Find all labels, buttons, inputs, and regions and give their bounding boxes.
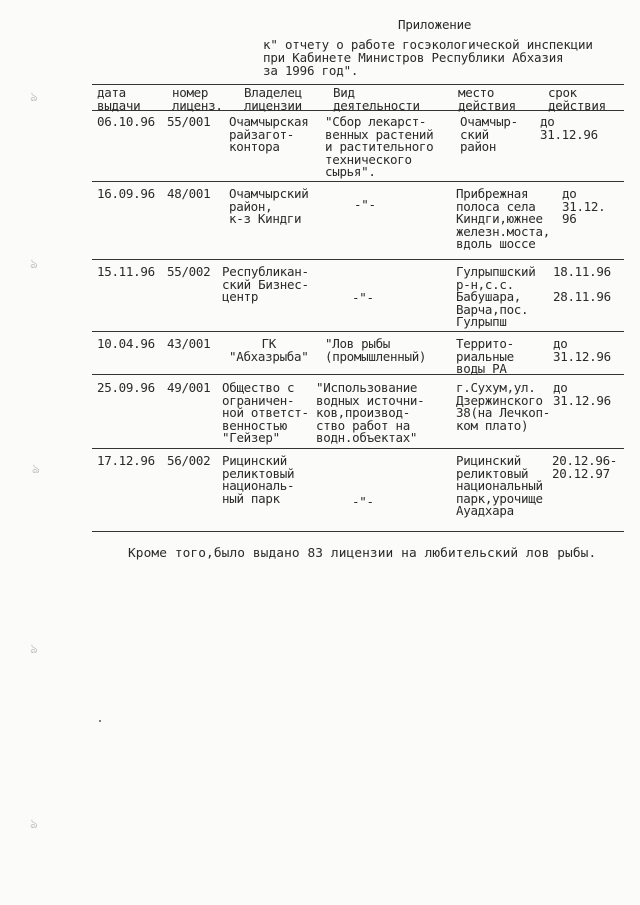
- cell-date: 10.04.96: [97, 336, 155, 351]
- cell-owner: Рицинский реликтовый националь- ный парк: [222, 453, 295, 506]
- cell-place: Рицинский реликтовый национальный парк,урочище Ауадхара: [456, 453, 543, 519]
- cell-date: 15.11.96: [97, 264, 155, 279]
- scan-smudge: ঌ: [30, 642, 38, 657]
- table-bottom-rule: [92, 531, 624, 532]
- cell-activity: "Лов рыбы (промышленный): [325, 336, 427, 364]
- cell-term: до 31.12.96: [553, 380, 611, 408]
- report-subtitle-line-1: к" отчету о работе госэкологической инспекции: [263, 37, 593, 52]
- cell-date: 25.09.96: [97, 380, 155, 395]
- cell-number: 49/001: [167, 380, 211, 395]
- column-header-term: срок действия: [548, 85, 606, 113]
- report-subtitle-line-3: за 1996 год".: [263, 63, 359, 78]
- cell-owner: Республикан- ский Бизнес- центр: [222, 264, 309, 305]
- cell-date: 06.10.96: [97, 114, 155, 129]
- cell-term: 18.11.96 28.11.96: [553, 264, 611, 305]
- cell-term: до 31.12.96: [553, 336, 611, 364]
- cell-place: Прибрежная полоса села Киндги,южнее железн.моста, вдоль шоссе: [456, 186, 550, 252]
- scan-smudge: ঌ: [32, 462, 40, 477]
- scan-smudge: ঌ: [30, 817, 38, 832]
- row-divider: [92, 181, 624, 182]
- footer-note: Кроме того,было выдано 83 лицензии на любительский лов рыбы.: [128, 546, 597, 561]
- cell-number: 48/001: [167, 186, 211, 201]
- scan-smudge: ঌ: [30, 90, 38, 105]
- cell-place: Очамчыр- ский район: [460, 114, 518, 155]
- report-subtitle-line-2: при Кабинете Министров Республики Абхазия: [263, 50, 564, 65]
- cell-place: Гулрыпшский р-н,с.с. Бабушара, Варча,пос. Гулрыпш: [456, 264, 536, 330]
- cell-number: 43/001: [167, 336, 211, 351]
- row-divider: [92, 331, 624, 332]
- cell-activity: -"-: [354, 197, 376, 212]
- cell-activity: "Использование водных источни- ков,производ- ство работ на водн.объектах": [316, 380, 425, 446]
- table-header-rule: [92, 110, 624, 111]
- scan-speck: [99, 720, 101, 722]
- column-header-date: дата выдачи: [97, 85, 141, 113]
- cell-date: 16.09.96: [97, 186, 155, 201]
- scan-smudge: ঌ: [30, 257, 38, 272]
- column-header-place: место действия: [458, 85, 516, 113]
- cell-term: 20.12.96- 20.12.97: [552, 453, 618, 481]
- row-divider: [92, 259, 624, 260]
- column-header-activity: Вид деятельности: [333, 85, 420, 113]
- cell-activity: "Сбор лекарст- венных растений и растительного технического сырья".: [325, 114, 434, 180]
- cell-place: Террито- риальные воды РА: [456, 336, 514, 377]
- appendix-title: Приложение: [398, 17, 472, 32]
- cell-number: 56/002: [167, 453, 211, 468]
- cell-term: до 31.12. 96: [562, 186, 606, 227]
- cell-number: 55/001: [167, 114, 211, 129]
- cell-owner: Общество с ограничен- ной ответст- венностью "Гейзер": [222, 380, 309, 446]
- column-header-owner: Владелец лицензии: [244, 85, 302, 113]
- cell-place: г.Сухум,ул. Дзержинского 38(на Лечкоп- ком плато): [456, 380, 550, 433]
- cell-number: 55/002: [167, 264, 211, 279]
- row-divider: [92, 374, 624, 375]
- cell-activity: -"-: [352, 494, 374, 509]
- cell-term: до 31.12.96: [540, 114, 598, 142]
- cell-activity: -"-: [352, 290, 374, 305]
- cell-owner: ГК "Абхазрыба": [229, 336, 309, 364]
- column-header-number: номер лиценз.: [172, 85, 223, 113]
- row-divider: [92, 448, 624, 449]
- cell-date: 17.12.96: [97, 453, 155, 468]
- cell-owner: Очамчырская райзагот- контора: [229, 114, 309, 155]
- cell-owner: Очамчырский район, к-з Киндги: [229, 186, 309, 227]
